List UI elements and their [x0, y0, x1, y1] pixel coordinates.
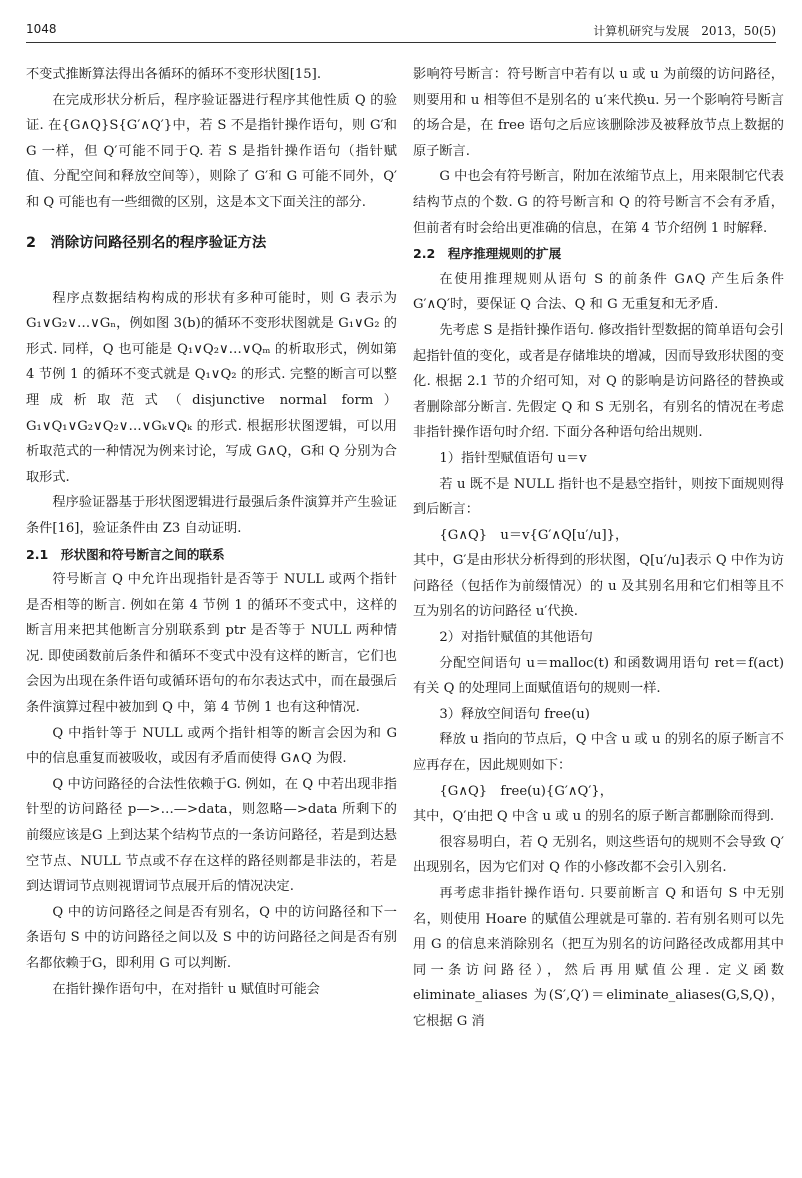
paragraph: 符号断言 Q 中允许出现指针是否等于 NULL 或两个指针是否相等的断言. 例如在第 4 节例 1 的循环不变式中，这样的断言用来把其他断言分别联系到 ptr 是否等于 NULL 两种情况. 即使函数前后条件和循环不变式中没有这样的断言，它们也会因为出现在条件语句或循环语句的布尔表达式中，而在最强后条件演算过程中被加到 Q 中，第 4 节例 1 也有这种情况. — [26, 572, 397, 716]
paragraph: 再考虑非指针操作语句. 只要前断言 Q 和语句 S 中无别名，则使用 Hoare 的赋值公理就是可靠的. 若有别名则可以先用 G 的信息来消除别名（把互为别名的访问路径改成都用其中同一条访问路径），然后再用赋值公理. 定义函数 eliminate_aliases 为(S′,Q′)＝eliminate_aliases(G,S,Q)，它根据 G 消 — [413, 886, 784, 1029]
paragraph: 释放 u 指向的节点后，Q 中含 u 或 u 的别名的原子断言不应再存在，因此规则如下： — [413, 732, 784, 774]
page-number: 1048 — [26, 22, 57, 36]
page-header — [26, 20, 776, 43]
paragraph: Q 中指针等于 NULL 或两个指针相等的断言会因为和 G 中的信息重复而被吸收，或因有矛盾而使得 G∧Q 为假. — [26, 725, 397, 767]
rule-heading: 3）释放空间语句 free(u) — [439, 706, 590, 722]
inference-rule: {G∧Q} u＝v{G′∧Q[u′/u]}， — [439, 527, 629, 543]
journal-citation: 计算机研究与发展 2013，50(5) — [593, 24, 776, 38]
paragraph: 在完成形状分析后，程序验证器进行程序其他性质 Q 的验证. 在{G∧Q}S{G′∧Q′}中，若 S 不是指针操作语句，则 G′和G 一样，但 Q′可能不同于Q. 若 S 是指针操作语句（指针赋值、分配空间和释放空间等），则除了 G′和 G 可能不同外，Q′和 Q 可能也有一些细微的区别，这是本文下面关注的部分. — [26, 92, 397, 210]
paragraph: 其中，G′是由形状分析得到的形状图，Q[u′/u]表示 Q 中作为访问路径（包括作为前缀情况）的 u 及其别名用和它们相等且不互为别名的访问路径 u′代换. — [413, 553, 784, 620]
subsection-title: 2.1 形状图和符号断言之间的联系 — [26, 546, 225, 562]
paragraph: 不变式推断算法得出各循环的循环不变形状图[15]. — [26, 67, 322, 82]
paragraph: 其中，Q′由把 Q 中含 u 或 u 的别名的原子断言都删除而得到. — [413, 809, 775, 825]
paragraph: 若 u 既不是 NULL 指针也不是悬空指针，则按下面规则得到后断言： — [413, 476, 784, 518]
paragraph: 影响符号断言：符号断言中若有以 u 或 u 为前缀的访问路径，则要用和 u 相等但不是别名的 u′来代换u. 另一个影响符号断言的场合是，在 free 语句之后应该删除涉及被释放节点上数据的原子断言. — [413, 67, 784, 159]
section-title: 2 消除访问路径别名的程序验证方法 — [26, 234, 267, 251]
paragraph: 先考虑 S 是指针操作语句. 修改指针型数据的简单语句会引起指针值的变化，或者是存储堆块的增减，因而导致形状图的变化. 根据 2.1 节的介绍可知，对 Q 的影响是访问路径的替换或者删除部分断言. 先假定 Q 和 S 无别名，有别名的情况在考虑非指针操作语句时介绍. 下面分各种语句给出规则. — [413, 322, 784, 441]
paragraph: 在指针操作语句中，在对指针 u 赋值时可能会 — [52, 981, 320, 997]
rule-heading: 1）指针型赋值语句 u＝v — [439, 450, 587, 466]
left-column — [26, 62, 397, 1002]
right-column — [413, 62, 784, 1035]
rule-heading: 2）对指针赋值的其他语句 — [439, 630, 593, 646]
paragraph: 分配空间语句 u＝malloc(t) 和函数调用语句 ret＝f(act) 有关 Q 的处理同上面赋值语句的规则一样. — [413, 655, 784, 697]
paragraph: Q 中的访问路径之间是否有别名，Q 中的访问路径和下一条语句 S 中的访问路径之间以及 S 中的访问路径之间是否有别名都依赖于G，即利用 G 可以判断. — [26, 904, 397, 971]
paragraph: G 中也会有符号断言，附加在浓缩节点上，用来限制它代表结构节点的个数. G 的符号断言和 Q 的符号断言不会有矛盾，但前者有时会给出更准确的信息，在第 4 节介绍例 1 时解释. — [413, 169, 784, 236]
paragraph: 在使用推理规则从语句 S 的前条件 G∧Q 产生后条件 G′∧Q′时，要保证 Q 合法、Q 和 G 无重复和无矛盾. — [413, 271, 784, 313]
subsection-title: 2.2 程序推理规则的扩展 — [413, 246, 562, 262]
paragraph: 很容易明白，若 Q 无别名，则这些语句的规则不会导致 Q′出现别名，因为它们对 Q 作的小修改都不会引入别名. — [413, 834, 784, 876]
paragraph: 程序验证器基于形状图逻辑进行最强后条件演算并产生验证条件[16]，验证条件由 Z3 自动证明. — [26, 495, 397, 536]
paragraph: 程序点数据结构构成的形状有多种可能时，则 G 表示为 G₁∨G₂∨…∨Gₙ，例如图 3(b)的循环不变形状图就是 G₁∨G₂ 的形式. 同样，Q 也可能是 Q₁∨Q₂∨…∨Qₘ 的析取形式，例如第 4 节例 1 的循环不变式就是 Q₁∨Q₂ 的形式. 完整的断言可以整理成析取范式（disjunctive normal form）G₁∨Q₁∨G₂∨Q₂∨…∨Gₖ∨Qₖ 的形式. 根据形状图逻辑，可以用析取范式的一种情况为例来讨论，写成 G∧Q，G和 Q 分别为合取形式. — [26, 290, 397, 485]
paragraph: Q 中访问路径的合法性依赖于G. 例如，在 Q 中若出现非指针型的访问路径 p—>…—>data，则忽略—>data 所剩下的前缀应该是G 上到达某个结构节点的一条访问路径，若是到达悬空节点、NULL 节点或不存在这样的路径则都是非法的，若是到达谓词节点则视谓词节点展开后的情况决定. — [26, 776, 397, 895]
inference-rule: {G∧Q} free(u){G′∧Q′}， — [439, 783, 613, 799]
